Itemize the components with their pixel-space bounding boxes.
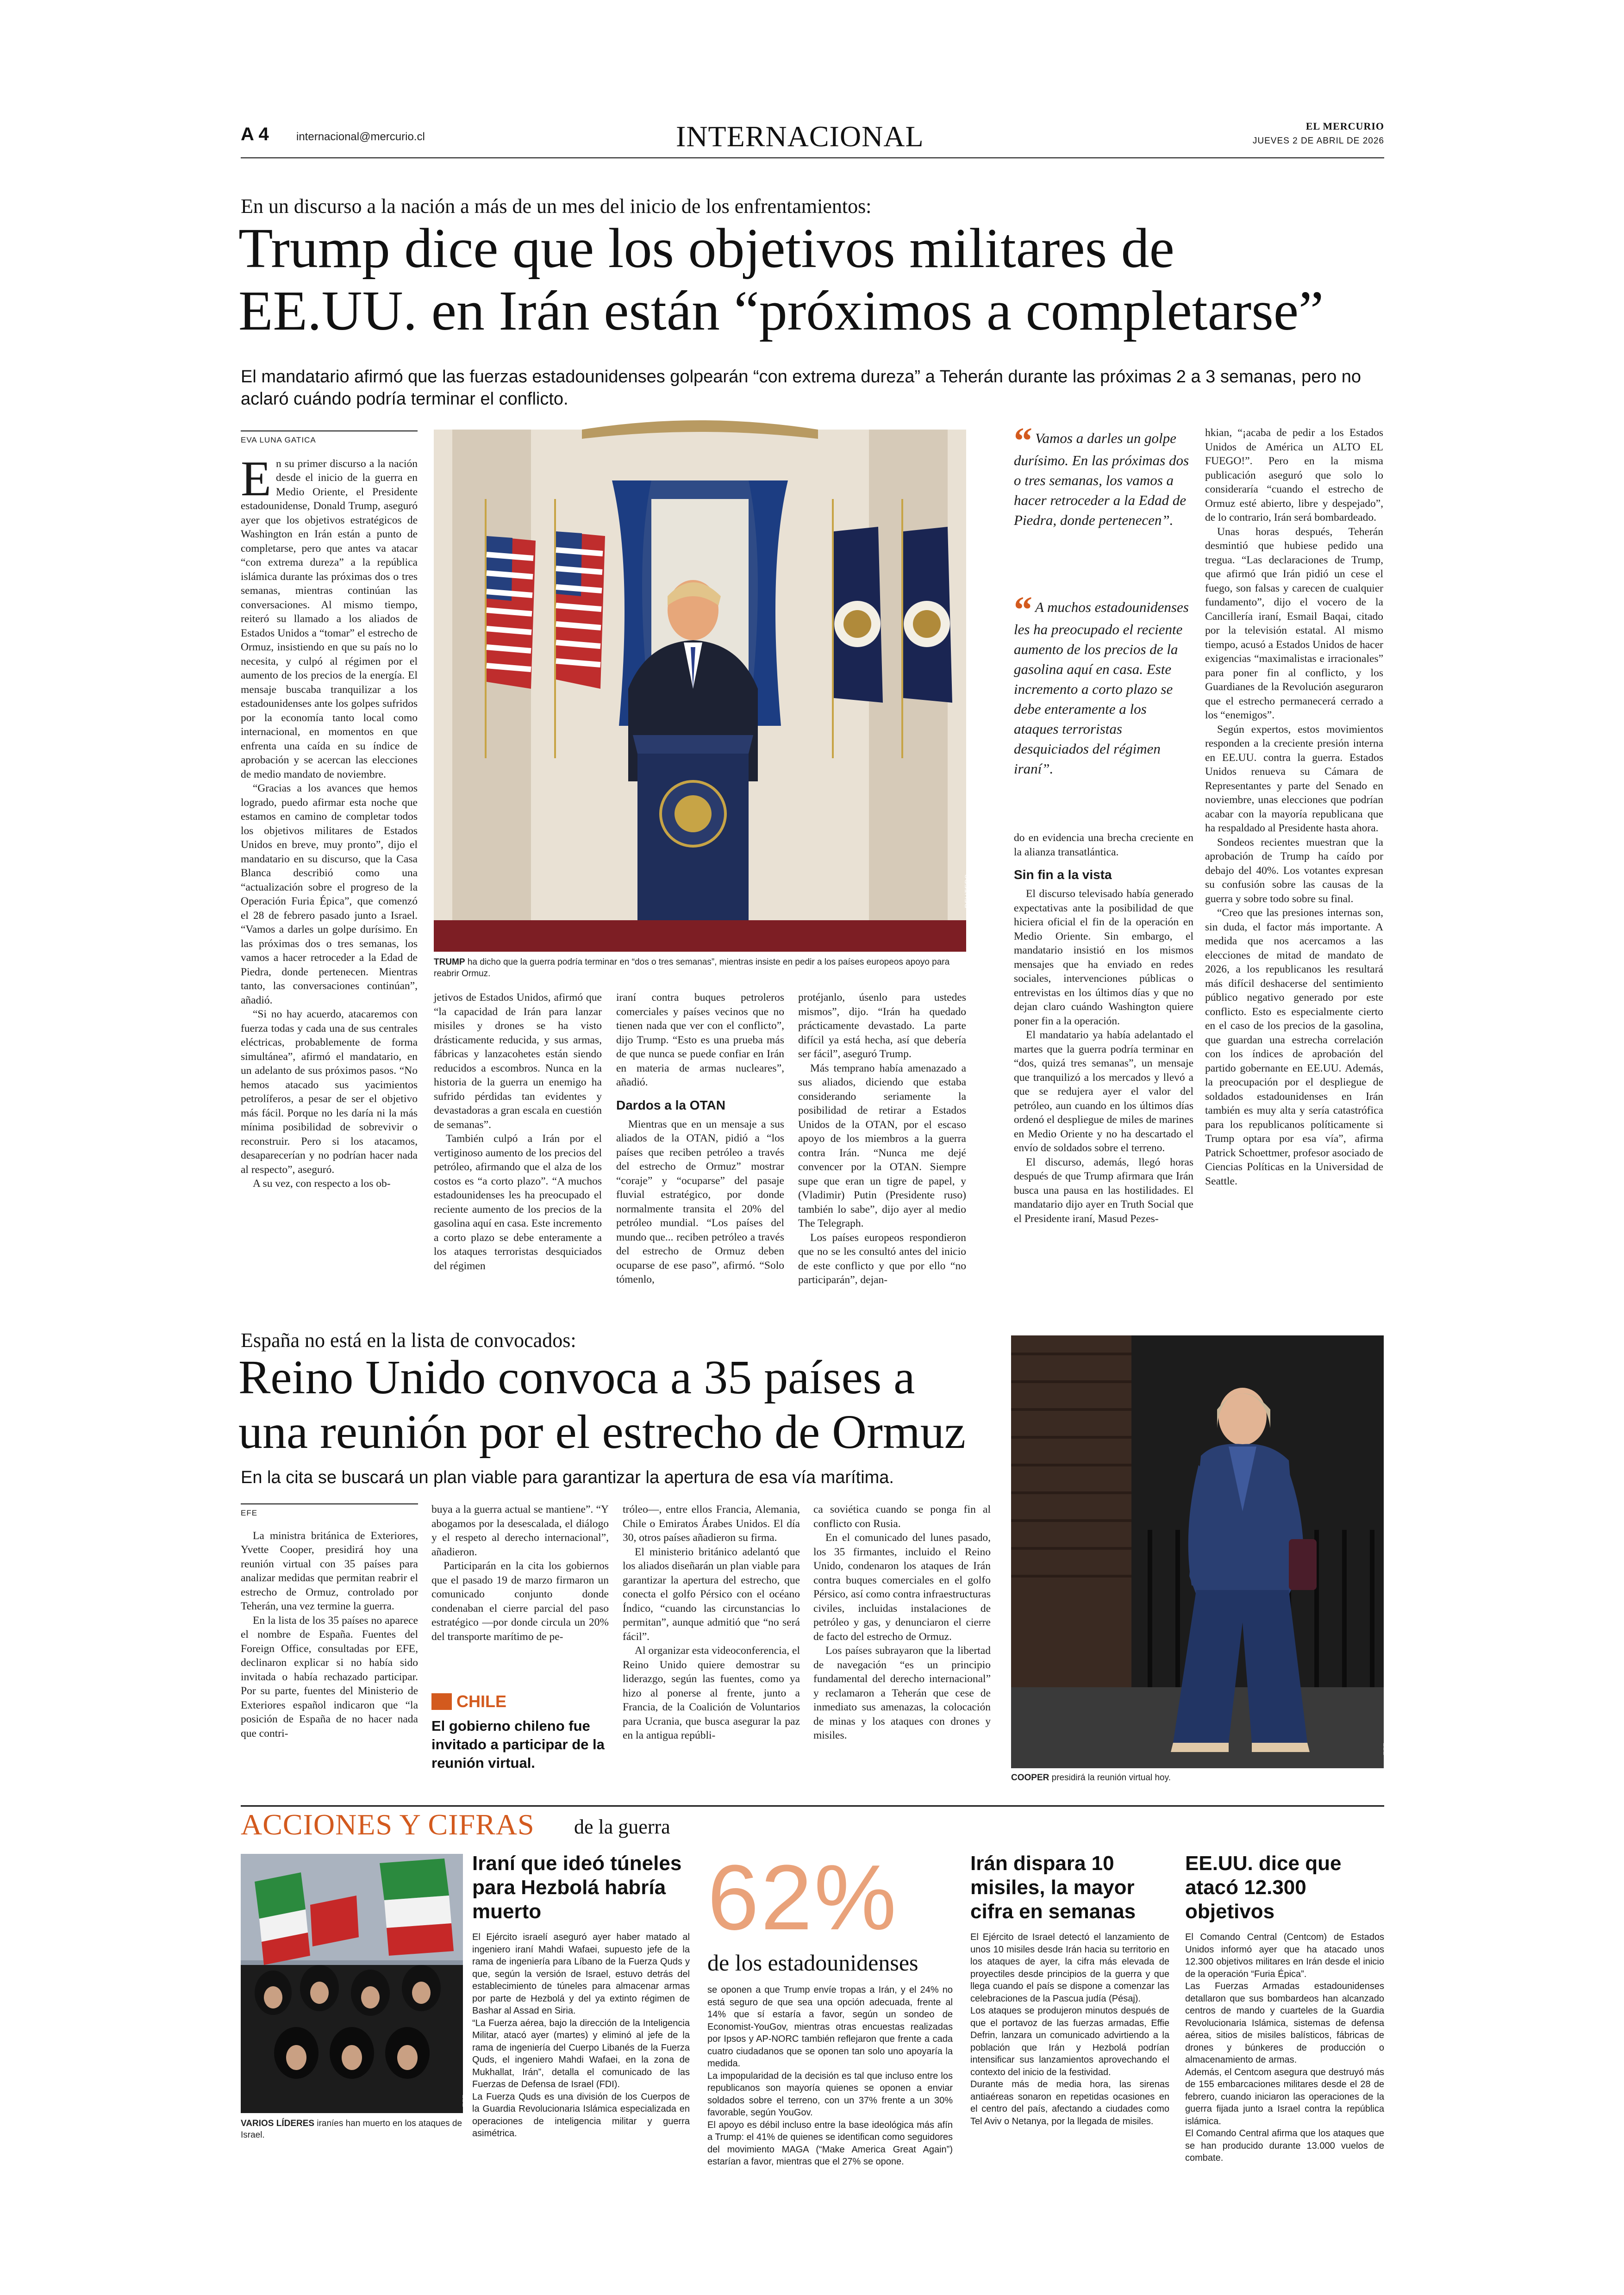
article2-title-line2: una reunión por el estrecho de Ormuz	[238, 1405, 966, 1459]
acciones-title: ACCIONES Y CIFRAS	[241, 1808, 535, 1841]
article1-para: En su primer discurso a la nación desde el inicio de la guerra en Medio Oriente, el Presidente estadounidense, Donald Trump, aseguró ayer que los objetivos estratégicos de Washington en Irán están a punto de completarse, pero que antes va atacar “con extrema dureza” a la república islámica durante las próximas dos o tres semanas, mientras continúan las conversaciones. Al mismo tiempo, reiteró su llamado a los aliados de Estados Unidos a “tomar” el estrecho de Ormuz, insistiendo en que su país no lo necesita, y culpó al régimen por el aumento de los precios de la energía. El mensaje buscaba tranquilizar a los estadounidenses ante los golpes sufridos por la economía tanto local como internacional, en momentos en que enfrenta una caída en su índice de aprobación y se acercan las elecciones de medio mandato de noviembre.	[241, 451, 418, 780]
article1-col1	[241, 430, 418, 1312]
article1-deck: El mandatario afirmó que las fuerzas estadounidenses golpearán “con extrema dureza” a Teherán durante las próximas 2 a 3 semanas, pero no aclaró cuándo podría terminar el conflicto.	[241, 367, 1362, 409]
article1-para: Mientras que en un mensaje a sus aliados de la OTAN, pidió a “los países que reciben petróleo a través del estrecho de Ormuz” mostrar “coraje” y “ocuparse” del pasaje fluvial estratégico, por donde normalmente transita el 20% del petróleo mundial. “Los países del mundo que... reciben petróleo a través del estrecho de Ormuz deben ocuparse de ese paso”, afirmó. “Solo tómenlo,	[616, 1118, 784, 1285]
pull-quote-2: “ A muchos estadounidenses les ha preocupado el reciente aumento de los precios de la gasolina aquí en casa. Este incremento a corto plazo se debe enteramente a los ataques terroristas desquiciados del régimen iraní”.	[1014, 590, 1189, 777]
article2-title-line1: Reino Unido convoca a 35 países a	[238, 1351, 915, 1404]
article1-para: Unas horas después, Teherán desmintió que hubiese pedido una tregua. “Las declaraciones de Trump, que afirmó que Irán pidió un cese el fuego, son falsas y carecen de cualquier fundamento”, dijo el vocero de la Cancillería iraní, Esmail Baqai, citado por la televisión estatal. Al mismo tiempo, acusó a Estados Unidos de hacer exigencias “maximalistas e irracionales” para poner fin al conflicto, y los Guardianes de la Revolución aseguraron que el estrecho permanecerá cerrado a los “enemigos”.	[1205, 525, 1383, 721]
article1-title-line2: EE.UU. en Irán están “próximos a completarse”	[238, 280, 1324, 342]
page-number: A 4	[241, 124, 269, 144]
drop-cap: E	[241, 451, 271, 506]
article1-para: iraní contra buques petroleros comerciales y países vecinos que no tienen nada que ver con el conflicto”, dijo Trump. “Esto es una prueba más de que nunca se puede confiar en Irán en materia de armas nucleares”, añadió.	[616, 992, 784, 1088]
article1-col2	[434, 991, 602, 1312]
quote-mark-icon: “	[1014, 590, 1032, 630]
brief-2	[707, 1846, 953, 2167]
photo-credit: EFE	[1382, 1743, 1389, 1756]
article2-para: Los países subrayaron que la libertad de navegación “es un principio fundamental del derecho internacional” y reclamaron a Teherán que cese de inmediato sus amenazas, la colocación de minas y los ataques con drones y misiles.	[813, 1645, 991, 1741]
article1-para: “Creo que las presiones internas son, sin duda, el factor más importante. A medida que nos acercamos a las elecciones de mitad de mandato de 2026, a los republicanos les resultará más difícil deshacerse del sentimiento público negativo generado por este conflicto. Esto es especialmente cierto en el caso de los precios de la gasolina, que guardan una estrecha correlación con los índices de aprobación del partido gobernante en EE.UU. Además, la preocupación por el despliegue de soldados estadounidenses en Irán también es muy alta y sería catastrófica para los republicanos políticamente si Trump optara por esa vía”, afirma Patrick Schoettmer, profesor asociado de Ciencias Políticas en la Universidad de Seattle.	[1205, 907, 1383, 1187]
chile-box	[431, 1692, 609, 1784]
article1-para: También culpó a Irán por el vertiginoso aumento de los precios del petróleo, afirmando que el alza de los costos es “a corto plazo”. “A muchos estadounidenses les ha preocupado el reciente aumento de los precios de la gasolina aquí en casa. Este incremento a corto plazo se debe enteramente a los ataques terroristas desquiciados del régimen	[434, 1133, 602, 1272]
article2-para: buya a la guerra actual se mantiene”. “Y abogamos por la desescalada, el diálogo y el respeto al derecho internacional”, añadieron.	[431, 1503, 609, 1558]
article2-para: ca soviética cuando se ponga fin al conflicto con Rusia.	[813, 1503, 991, 1530]
chile-tag-row	[431, 1692, 609, 1711]
iran-rally-photo	[241, 1854, 468, 2113]
article1-para: Más temprano había amenazado a sus aliados, diciendo que estaba considerando seriamente la posibilidad de retirar a Estados Unidos de la OTAN, por el escaso apoyo de los miembros a la guerra contra Irán. “Nunca me dejé convencer por la OTAN. Siempre supe que eran un tigre de papel, y (Vladimir) Putin (Presidente ruso) también lo sabe”, dijo ayer al medio The Telegraph.	[798, 1062, 966, 1229]
caption-lead: TRUMP	[434, 957, 465, 967]
subhead-sin-fin: Sin fin a la vista	[1014, 867, 1112, 882]
paper-name: EL MERCURIO	[1305, 120, 1384, 132]
cooper-photo-illustration	[1011, 1335, 1384, 1768]
article1-para: Los países europeos respondieron que no se les consultó antes del inicio de este conflicto y que por ello “no participarán”, dejan-	[798, 1231, 966, 1286]
article2-byline: EFE	[241, 1503, 418, 1521]
page-header	[241, 116, 1384, 158]
quote-mark-icon: “	[1014, 421, 1032, 461]
brief-1-text: El Ejército israelí aseguró ayer haber matado al ingeniero iraní Mahdi Wafaei, supuesto jefe de la rama de ingeniería para Líbano de la Fuerza Quds y que, según la versión de Israel, estuvo detrás del establecimiento de túneles para almacenar armas por parte de Hezbolá y del ya extinto régimen de Bashar al Assad en Siria. “La Fuerza aérea, bajo la dirección de la Inteligencia Militar, atacó ayer (martes) y eliminó al jefe de la rama de ingeniería del Cuerpo Libanés de la Fuerza Quds, el ingeniero Mahdi Wafaei, en la zona de Mukhallat, Irán”, detalla el comunicado de las Fuerzas de Defensa de Israel (FDI). La Fuerza Quds es una división de los Cuerpos de la Guardia Revolucionaria Islámica especializada en operaciones de inteligencia militar y guerra asimétrica.	[472, 1932, 690, 2139]
article2-kicker: España no está en la lista de convocados:	[241, 1329, 576, 1352]
cooper-photo-caption: COOPER presidirá la reunión virtual hoy.	[1011, 1773, 1171, 1783]
issue-date: JUEVES 2 DE ABRIL DE 2026	[1252, 136, 1384, 146]
chile-tag-bar	[431, 1693, 452, 1710]
article1-col4	[798, 991, 966, 1312]
iran-rally-illustration	[241, 1854, 463, 2113]
article2-para: En la lista de los 35 países no aparece el nombre de España. Fuentes del Foreign Office, consultadas por EFE, declinaron explicar si no había sido invitada o había rechazado participar. Por su parte, fuentes del Ministerio de Exteriores español indicaron que “la posición de España de no hacer nada que contri-	[241, 1614, 418, 1740]
acciones-header	[241, 1805, 1384, 1841]
brief-2-figure: 62%	[707, 1846, 899, 1949]
article2-para: En el comunicado del lunes pasado, los 35 firmantes, incluido el Reino Unido, condenaron los ataques de Irán contra buques comerciales en el golfo Pérsico, así como contra infraestructuras civiles, incluidas instalaciones de petróleo y gas, y denunciaron el cierre de facto del estrecho de Ormuz.	[813, 1532, 991, 1643]
article1-para: A su vez, con respecto a los ob-	[253, 1178, 391, 1190]
brief-4	[1185, 1852, 1384, 2163]
brief-3-text: El Ejército de Israel detectó el lanzamiento de unos 10 misiles desde Irán hacia su territorio en los ataques de ayer, la cifra más elevada de proyectiles desde principios de la guerra y que llega cuando el país se dispone a comenzar las celebraciones de la Pascua judía (Pésaj). Los ataques se produjeron minutos después de que el portavoz de las fuerzas armadas, Effie Defrin, lanzara un comunicado advirtiendo a la población que Irán y Hezbolá podrían intensificar sus lanzamientos aprovechando el contexto del inicio de la festividad. Durante más de media hora, las sirenas antiaéreas sonaron en repetidas ocasiones en el centro del país, afectando a ciudades como Tel Aviv o Netanya, por la llegada de misiles.	[970, 1932, 1169, 2127]
article1-col3	[616, 991, 784, 1312]
article2-col2	[431, 1503, 609, 1683]
cooper-photo	[1011, 1335, 1389, 1768]
article2-deck: En la cita se buscará un plan viable para garantizar la apertura de esa vía marítima.	[241, 1468, 894, 1487]
trump-photo-illustration	[434, 430, 966, 952]
article1-para: do en evidencia una brecha creciente en la alianza transatlántica.	[1014, 832, 1193, 858]
caption-lead: COOPER	[1011, 1773, 1049, 1783]
article1-para: Según expertos, estos movimientos responden a la creciente presión interna en EE.UU. contra la guerra. Estados Unidos renueva su Cámara de Representantes y parte del Senado en noviembre, unas elecciones que podrían acabar con la mayoría republicana que ha respaldado al Presidente hasta ahora.	[1205, 723, 1383, 834]
article2-para: El ministerio británico adelantó que los aliados diseñarán un plan viable para garantizar la apertura del estrecho, que conecta el golfo Pérsico con el océano Índico, “cuando las circunstancias lo permitan”, aunque admitió que “no será fácil”.	[623, 1546, 800, 1643]
article1-para: Sondeos recientes muestran que la aprobación de Trump ha caído por debajo del 40%. Los votantes expresan su confusión sobre las causas de la guerra y sobre todo sobre su final.	[1205, 836, 1383, 905]
article2-col1	[241, 1503, 418, 1786]
article1-para: jetivos de Estados Unidos, afirmó que “la capacidad de Irán para lanzar misiles y drones se ha visto drásticamente reducida, y sus armas, fábricas y lanzacohetes están siendo reducidos a escombros. Nunca en la historia de la guerra un enemigo ha sufrido pérdidas tan evidentes y devastadoras a gran escala en cuestión de semanas”.	[434, 992, 602, 1131]
article2-col4	[813, 1503, 991, 1785]
article1-para: “Gracias a los avances que hemos logrado, puedo afirmar esta noche que estamos en camino de completar todos los objetivos militares de Estados Unidos en breve, muy pronto”, dijo el mandatario en su discurso, que la Casa Blanca describió como una “actualización sobre el progreso de la Operación Furia Épica”, que comenzó el 28 de febrero pasado junto a Israel. “Vamos a darles un golpe durísimo. En las próximas dos o tres semanas, los vamos a hacer retroceder a la Edad de Piedra, donde pertenecen. Mientras tanto, las conversaciones continúan”, añadió.	[241, 782, 418, 1006]
brief-1	[472, 1852, 690, 2157]
article1-para: El discurso, además, llegó horas después de que Trump afirmara que Irán busca una pausa en las hostilidades. El mandatario dijo ayer en Truth Social que el Presidente iraní, Masud Pezes-	[1014, 1156, 1193, 1225]
section-email: internacional@mercurio.cl	[296, 131, 425, 143]
subhead-dardos-otan: Dardos a la OTAN	[616, 1098, 725, 1112]
pull-quote-1: “ Vamos a darles un golpe durísimo. En las próximas dos o tres semanas, los vamos a hacer retroceder a la Edad de Piedra, donde pertenecen”.	[1014, 421, 1189, 528]
article1-para: El mandatario ya había adelantado el martes que la guerra podría terminar en “dos, quizá tres semanas”, un mensaje que tranquilizó a los mercados y llevó a que se redujera ayer el valor del petróleo, aun cuando en los últimos días ordenó el despliegue de miles de marines en Medio Oriente y no ha descartado el envío de soldados sobre el terreno.	[1014, 1029, 1193, 1154]
section-title: INTERNACIONAL	[676, 120, 924, 153]
acciones-subtitle: de la guerra	[574, 1815, 670, 1838]
brief-2-text: se oponen a que Trump envíe tropas a Irán, y el 24% no está seguro de que sea una opción adecuada, frente al 14% que sí estaría a favor, según un sondeo de Economist-YouGov, mientras otras encuestas realizadas por Ipsos y AP-NORC también reflejaron que frente a cada cuatro ciudadanos que se oponen tan solo uno apoyaría la medida. La impopularidad de la decisión es tal que incluso entre los republicanos son mayoría quienes se oponen a enviar soldados sobre el terreno, con un 37% frente a un 30% favorable, según YouGov. El apoyo es débil incluso entre la base ideológica más afín a Trump: el 41% de quienes se identifican como seguidores del movimiento MAGA (“Make America Great Again”) estarían a favor, mientras que el 27% se opone.	[707, 1985, 953, 2167]
brief-2-subtitle: de los estadounidenses	[707, 1950, 918, 1976]
brief-4-title: EE.UU. dice que atacó 12.300 objetivos	[1185, 1852, 1342, 1923]
trump-speech-photo	[434, 430, 971, 952]
article1-para: “Si no hay acuerdo, atacaremos con fuerza todas y cada una de sus centrales eléctricas, probablemente de forma simultánea”, afirmó el mandatario, en un adelanto de sus próximos pasos. “No hemos atacado sus yacimientos petrolíferos, a pesar de ser el objetivo más fácil. Porque no les daría ni la más mínima posibilidad de sobrevivir o reconstruir. Pero si los atacamos, desaparecerían y no podrían hacer nada al respecto”, aseguró.	[241, 1008, 418, 1176]
photo-credit: EFE	[461, 2095, 468, 2108]
article2-para: La ministra británica de Exteriores, Yvette Cooper, presidirá hoy una reunión virtual con 35 países para analizar medidas que permitan reabrir el estrecho de Ormuz, controlado por Teherán, una vez termine la guerra.	[241, 1529, 418, 1612]
brief-4-text: El Comando Central (Centcom) de Estados Unidos informó ayer que ha atacado unos 12.300 objetivos militares en Irán desde el inicio de la operación “Furia Épica”. Las Fuerzas Armadas estadounidenses detallaron que sus bombardeos han alcanzado centros de mando y cuarteles de la Guardia Revolucionaria Islámica, sistemas de defensa aérea, sitios de misiles balísticos, fábricas de drones y búnkeres de producción o almacenamiento de armas. Además, el Centcom asegura que destruyó más de 155 embarcaciones militares desde el 28 de febrero, cuando iniciaron las operaciones de la guerra fijada junto a Israel contra la república islámica. El Comando Central afirma que los ataques que se han producido durante 13.000 vuelos de combate.	[1185, 1932, 1384, 2163]
article2-para: tróleo—, entre ellos Francia, Alemania, Chile o Emiratos Árabes Unidos. El día 30, otros países añadieron su firma.	[623, 1503, 800, 1544]
iran-rally-caption: VARIOS LÍDERES iraníes han muerto en los ataques de Israel.	[241, 2119, 462, 2140]
brief-3	[970, 1852, 1169, 2157]
article2-col3	[623, 1503, 800, 1785]
brief-1-title: Iraní que ideó túneles para Hezbolá habría muerto	[472, 1852, 682, 1923]
article1-title-line1: Trump dice que los objetivos militares de	[238, 217, 1174, 280]
brief-3-title: Irán dispara 10 misiles, la mayor cifra en semanas	[970, 1852, 1136, 1923]
article2-para: Al organizar esta videoconferencia, el Reino Unido quiere demostrar su liderazgo, según las fuentes, como ya hizo al ponerse al frente, junto a Francia, de la Coalición de Voluntarios para Ucrania, que busca asegurar la paz en la antigua repúbli-	[623, 1645, 800, 1741]
article1-kicker: En un discurso a la nación a más de un mes del inicio de los enfrentamientos:	[241, 195, 872, 218]
article1-para: protéjanlo, úsenlo para ustedes mismos”, dijo. “Irán ha quedado prácticamente devastado. La parte difícil ya está hecha, así que debería ser fácil”, aseguró Trump.	[798, 992, 966, 1060]
chile-tag: CHILE	[456, 1692, 506, 1711]
chile-text: El gobierno chileno fue invitado a participar de la reunión virtual.	[431, 1718, 605, 1771]
trump-photo-caption: TRUMP ha dicho que la guerra podría terminar en “dos o tres semanas”, mientras insiste en pedir a los países europeos apoyo para reabrir Ormuz.	[434, 957, 950, 979]
photo-credit: REUTERS	[963, 874, 971, 908]
article2-para: Participarán en la cita los gobiernos que el pasado 19 de marzo firmaron un comunicado conjunto donde condenaban el cierre parcial del paso estratégico —por donde circula un 20% del transporte marítimo de pe-	[431, 1560, 609, 1643]
caption-lead: VARIOS LÍDERES	[241, 2119, 315, 2128]
article1-para: hkian, “¡acaba de pedir a los Estados Unidos de América un ALTO EL FUEGO!”. Pero en la misma publicación aseguró que solo lo consideraría “cuando el estrecho de Ormuz esté abierto, libre y despejado”, de lo contrario, Irán será bombardeado.	[1205, 427, 1383, 524]
article1-byline: EVA LUNA GATICA	[241, 430, 418, 448]
article1-col6	[1205, 426, 1383, 1312]
article1-col5	[1014, 831, 1193, 1312]
article1-para: El discurso televisado había generado expectativas ante la posibilidad de que hiciera oficial el fin de la operación en Medio Oriente. Sin embargo, el mandatario insistió en los mismos mensajes que ha enviado en redes sociales, intervenciones públicas o entrevistas en los últimos días y que no dejan claro cuándo Washington quiere poner fin a la operación.	[1014, 888, 1193, 1027]
